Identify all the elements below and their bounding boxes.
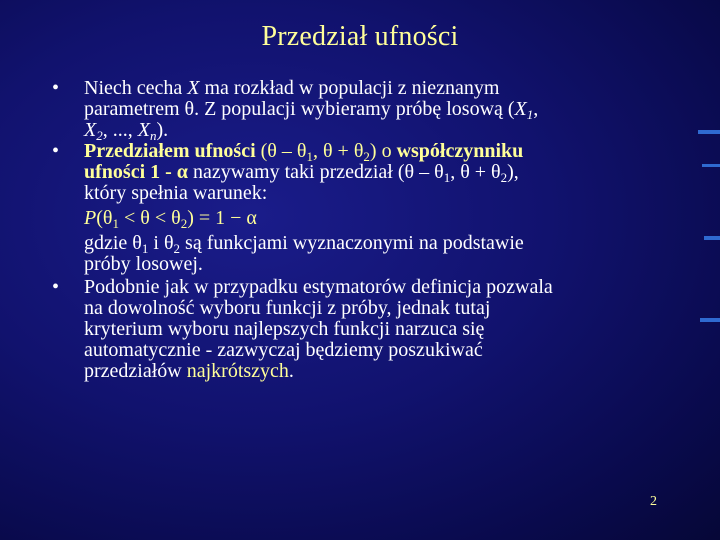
bullet-icon: •: [52, 276, 60, 298]
decor-bar: [702, 164, 720, 167]
slide-number: 2: [650, 494, 657, 509]
decor-bar: [698, 130, 720, 134]
slide-body: [52, 78, 662, 382]
bullet-item-2: • Przedziałem ufności ($\theta - \theta_1$, $\theta + \theta_2$) o współczynniku ufności 1 - α nazywamy taki przedział ($\theta - \theta_1$, $\theta + \theta_2$), który spełnia warunek: $P(\theta_1 < \theta < \theta_2) = 1 - \alpha$ gdzie $\theta_1$ i $\theta_2$ są funkcjami wyznaczonymi na podstawie próby losowej.: [52, 141, 662, 275]
decor-bar: [704, 236, 720, 240]
bullet-icon: •: [52, 140, 60, 162]
bullet-item-3: • Podobnie jak w przypadku estymatorów definicja pozwala na dowolność wyboru funkcji z próby, jednak tutaj kryterium wyboru najlepszych funkcji narzuca się automatycznie - zazwyczaj będziemy poszukiwać przedziałów najkrótszych.: [52, 276, 553, 382]
decor-bar: [700, 318, 720, 322]
bullet-icon: •: [52, 77, 60, 99]
bullet-item-1: • Niech cecha X ma rozkład w populacji z nieznanym parametrem θ. Z populacji wybieramy próbę losową ($X_1$, $X_2$, ..., $X_n$).: [52, 77, 539, 143]
confidence-formula: $P(\theta_1 < \theta < \theta_2) = 1 - \alpha$: [84, 207, 257, 231]
slide-title: Przedział ufności: [261, 21, 459, 52]
